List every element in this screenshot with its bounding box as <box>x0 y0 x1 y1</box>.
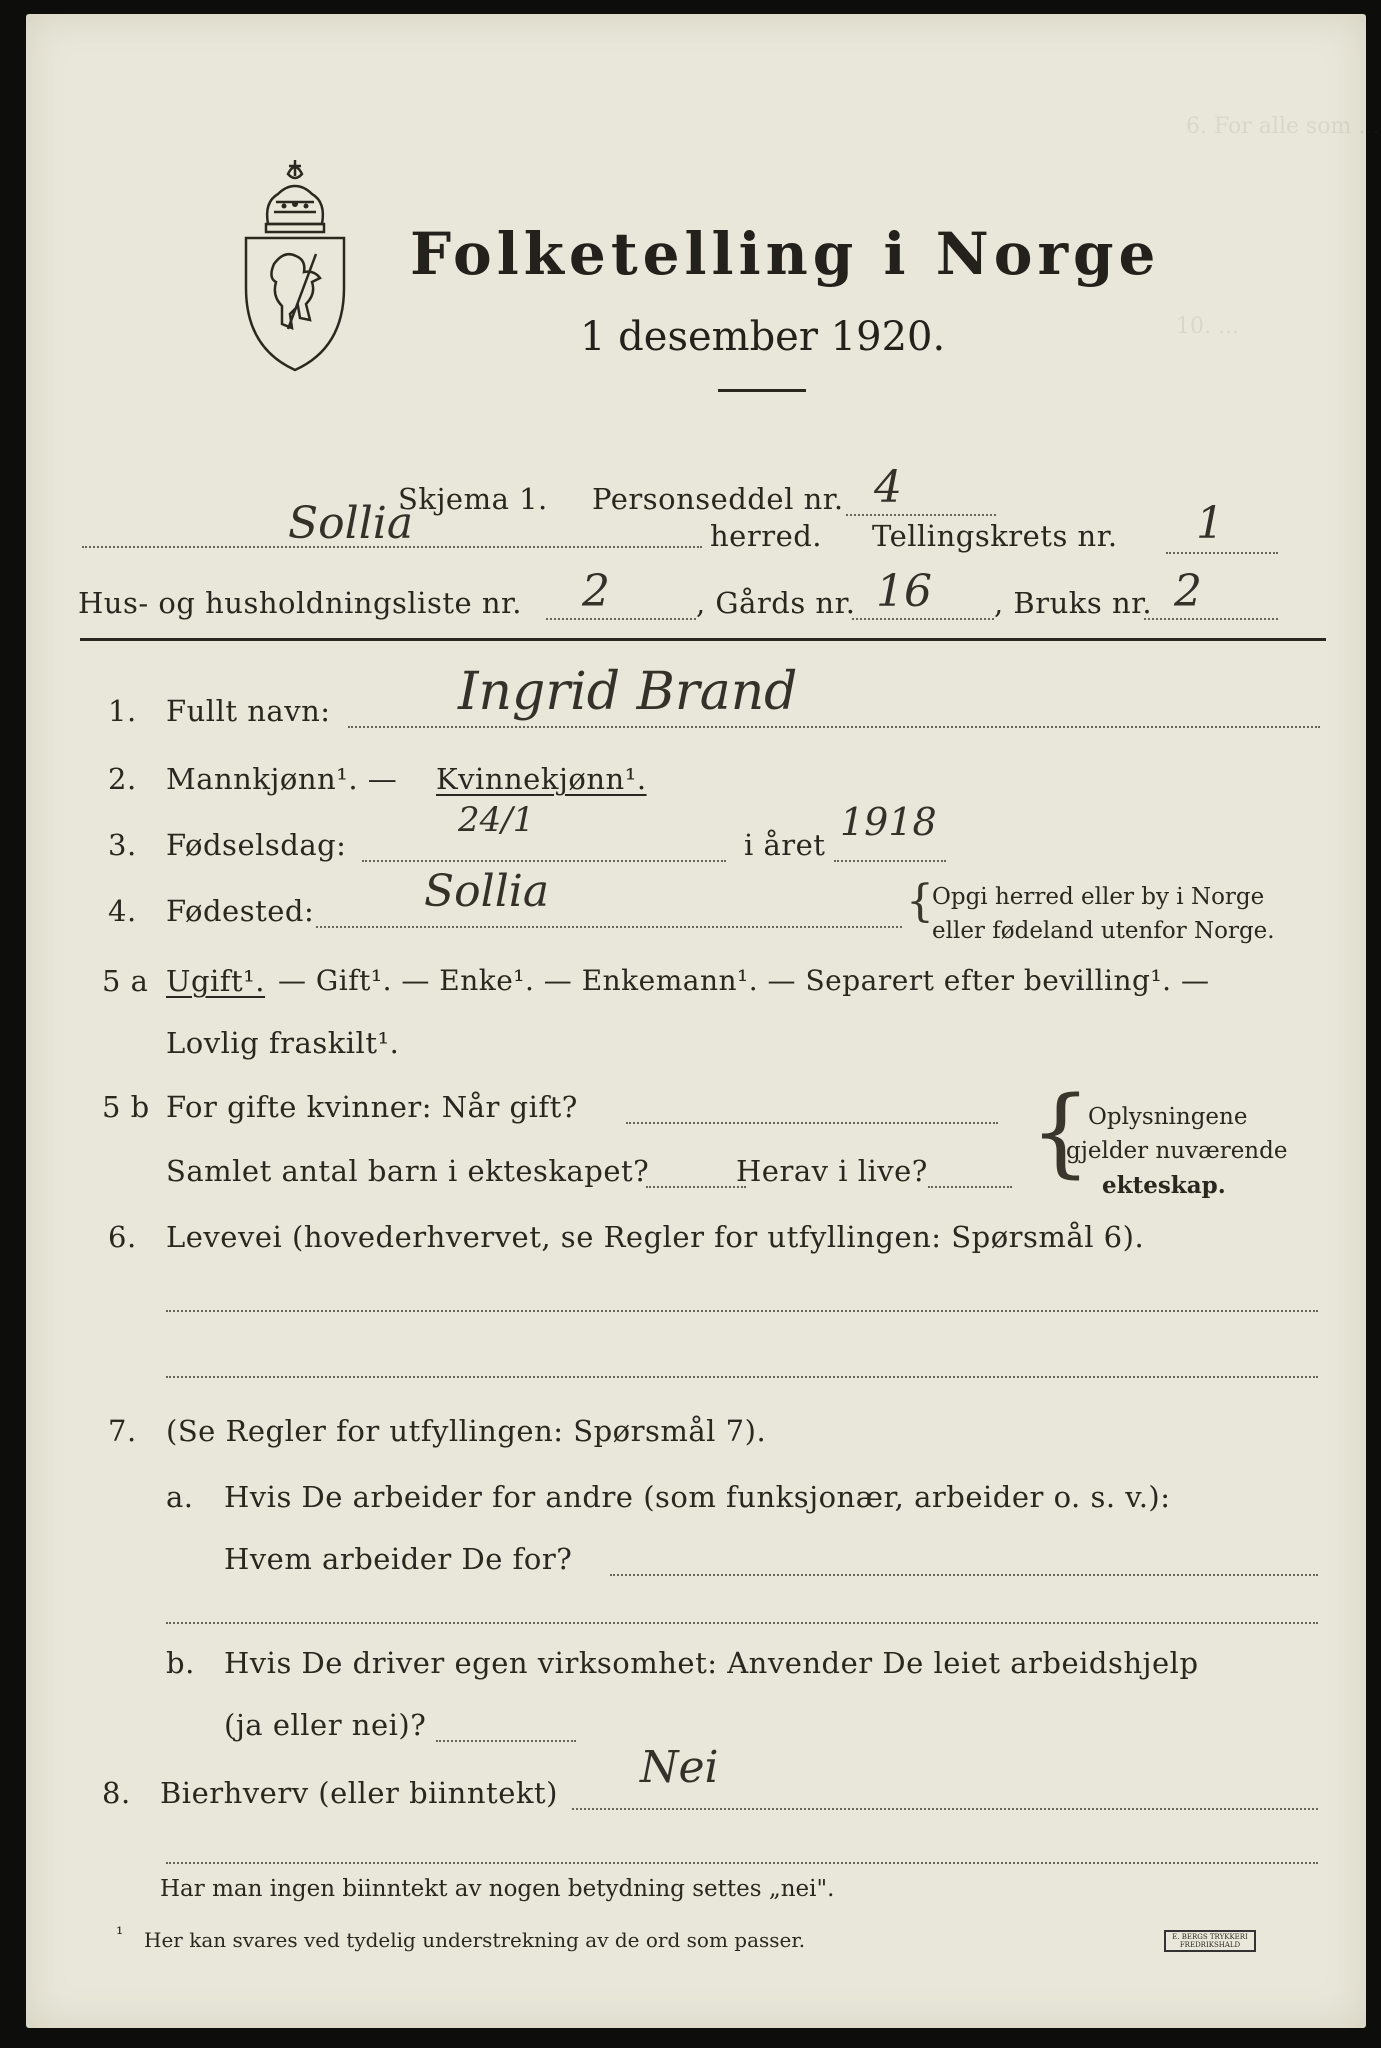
personseddel-value[interactable]: 4 <box>874 462 902 513</box>
q3-label: Fødselsdag: <box>166 828 347 862</box>
sex-male-option[interactable]: Mannkjønn¹. — <box>166 762 398 796</box>
q8-label: Bierhverv (eller biinntekt) <box>160 1776 558 1810</box>
q7-number: 7. <box>108 1414 137 1448</box>
q6-number: 6. <box>108 1220 137 1254</box>
footnote-mark: ¹ <box>116 1924 124 1945</box>
q7a-line1: Hvis De arbeider for andre (som funksjonær, arbeider o. s. v.): <box>224 1480 1171 1514</box>
q6-label: Levevei (hovederhvervet, se Regler for utfyllingen: Spørsmål 6). <box>166 1220 1145 1254</box>
full-name-value[interactable]: Ingrid Brand <box>458 662 798 722</box>
q4-note-line2: eller fødeland utenfor Norge. <box>932 918 1275 944</box>
q5b-note-line3: ekteskap. <box>1102 1172 1226 1199</box>
herred-value[interactable]: Sollia <box>288 498 414 549</box>
sex-female-option[interactable]: Kvinnekjønn¹. <box>436 762 647 796</box>
q1-label: Fullt navn: <box>166 694 331 728</box>
q5b-brace: { <box>1030 1076 1092 1188</box>
herred-label: herred. <box>710 519 823 553</box>
tellingskrets-label: Tellingskrets nr. <box>872 519 1118 553</box>
birthplace-value[interactable]: Sollia <box>424 866 550 917</box>
tellingskrets-value[interactable]: 1 <box>1196 498 1224 549</box>
bruks-value[interactable]: 2 <box>1174 566 1202 617</box>
q8-number: 8. <box>102 1776 131 1810</box>
q5a-number: 5 a <box>102 964 149 998</box>
title-divider <box>718 389 806 392</box>
biinntekt-note: Har man ingen biinntekt av nogen betydning settes „nei". <box>160 1876 835 1902</box>
gards-value[interactable]: 16 <box>876 566 932 617</box>
norwegian-coat-of-arms-icon <box>240 154 350 374</box>
census-date: 1 desember 1920. <box>580 314 946 360</box>
birth-date-value[interactable]: 24/1 <box>458 800 535 840</box>
occupation-line2[interactable] <box>166 1376 1318 1378</box>
hus-label: Hus- og husholdningsliste nr. <box>78 586 522 620</box>
q5b-line1: For gifte kvinner: Når gift? <box>166 1090 578 1124</box>
q5b-children-label: Samlet antal barn i ekteskapet? <box>166 1154 650 1188</box>
q5b-number: 5 b <box>102 1090 150 1124</box>
q7a-line2: Hvem arbeider De for? <box>224 1542 573 1576</box>
side-income-value[interactable]: Nei <box>640 1742 719 1793</box>
q7b-line1: Hvis De driver egen virksomhet: Anvender De leiet arbeidshjelp <box>224 1646 1199 1680</box>
q7-label: (Se Regler for utfyllingen: Spørsmål 7). <box>166 1414 767 1448</box>
header-divider <box>80 638 1326 641</box>
q5b-alive-label: Herav i live? <box>736 1154 928 1188</box>
status-divorced-option[interactable]: Lovlig fraskilt¹. <box>166 1026 400 1060</box>
status-other-options[interactable]: — Gift¹. — Enke¹. — Enkemann¹. — Separert efter bevilling¹. — <box>278 964 1210 997</box>
printer-stamp: E. BERGS TRYKKERI FREDRIKSHALD <box>1164 1930 1256 1952</box>
personseddel-label: Personseddel nr. <box>592 482 844 516</box>
employer-field[interactable] <box>610 1574 1318 1576</box>
q7a-letter: a. <box>166 1480 194 1514</box>
hus-value[interactable]: 2 <box>582 566 610 617</box>
year-label: i året <box>744 828 826 862</box>
census-form-sheet: 6. For alle som ... 10. ... Folketelling i Norge 1 desember 1920. Skjema 1. Personseddel nr. 4 Sollia herred. Tellingskrets nr. 1 Hus- og husholdningsliste nr. 2 , Gårds nr. 16 , Bruks nr. 2 1. Fullt navn: Ingrid Brand 2. Mannkjønn¹. — Kvinnekjønn¹. 3. Fødselsdag: 24/1 i året 1918 4. Fødested: Sollia { Opgi herred eller by i Norge eller fødeland utenfor Norge. 5 a Ugift¹. — Gift¹. — Enke¹. — Enkemann¹. — Separert efter bevilling¹. — Lovlig fraskilt¹. 5 b For gifte kvinner: Når gift? Samlet antal barn i ekteskapet? Herav i live? { Oplysningene gjelder nuværende ekteskap. 6. Levevei (hovederhvervet, se Regler for utfyllingen: Spørsmål 6). 7. (Se Regler for utfyllingen: Spørsmål 7). a. Hvis De arbeider for andre (som funksjonær, arbeider o. s. v.): Hvem arbeider De for? b. Hvis De driver egen virksomhet: Anvender De leiet arbeidshjelp (ja eller nei)? 8. Bierhverv (eller biinntekt) Nei Har man ingen biinntekt av nogen betydning settes „nei". ¹ Her kan svares ved tydelig understrekning av de ord som passer. E. BERGS TRYKKERI FREDRIKSHALD <box>26 14 1366 2028</box>
q4-label: Fødested: <box>166 894 315 928</box>
q3-number: 3. <box>108 828 137 862</box>
q7b-line2: (ja eller nei)? <box>224 1708 427 1742</box>
footnote-text: Her kan svares ved tydelig understrekning av de ord som passer. <box>144 1928 806 1952</box>
birth-year-value[interactable]: 1918 <box>840 800 937 844</box>
gards-label: , Gårds nr. <box>696 586 856 620</box>
skjema-label: Skjema 1. <box>398 482 548 516</box>
status-unmarried-option[interactable]: Ugift¹. <box>166 964 266 998</box>
occupation-line1[interactable] <box>166 1310 1318 1312</box>
bruks-label: , Bruks nr. <box>994 586 1153 620</box>
page-title: Folketelling i Norge <box>410 220 1161 288</box>
q7b-letter: b. <box>166 1646 195 1680</box>
q4-number: 4. <box>108 894 137 928</box>
q4-note-line1: Opgi herred eller by i Norge <box>932 884 1265 910</box>
q5b-note-line1: Oplysningene <box>1088 1104 1248 1130</box>
q2-number: 2. <box>108 762 137 796</box>
hired-help-field[interactable] <box>436 1740 576 1742</box>
q5b-note-line2: gjelder nuværende <box>1066 1138 1288 1164</box>
q4-brace: { <box>906 876 934 927</box>
q1-number: 1. <box>108 694 137 728</box>
